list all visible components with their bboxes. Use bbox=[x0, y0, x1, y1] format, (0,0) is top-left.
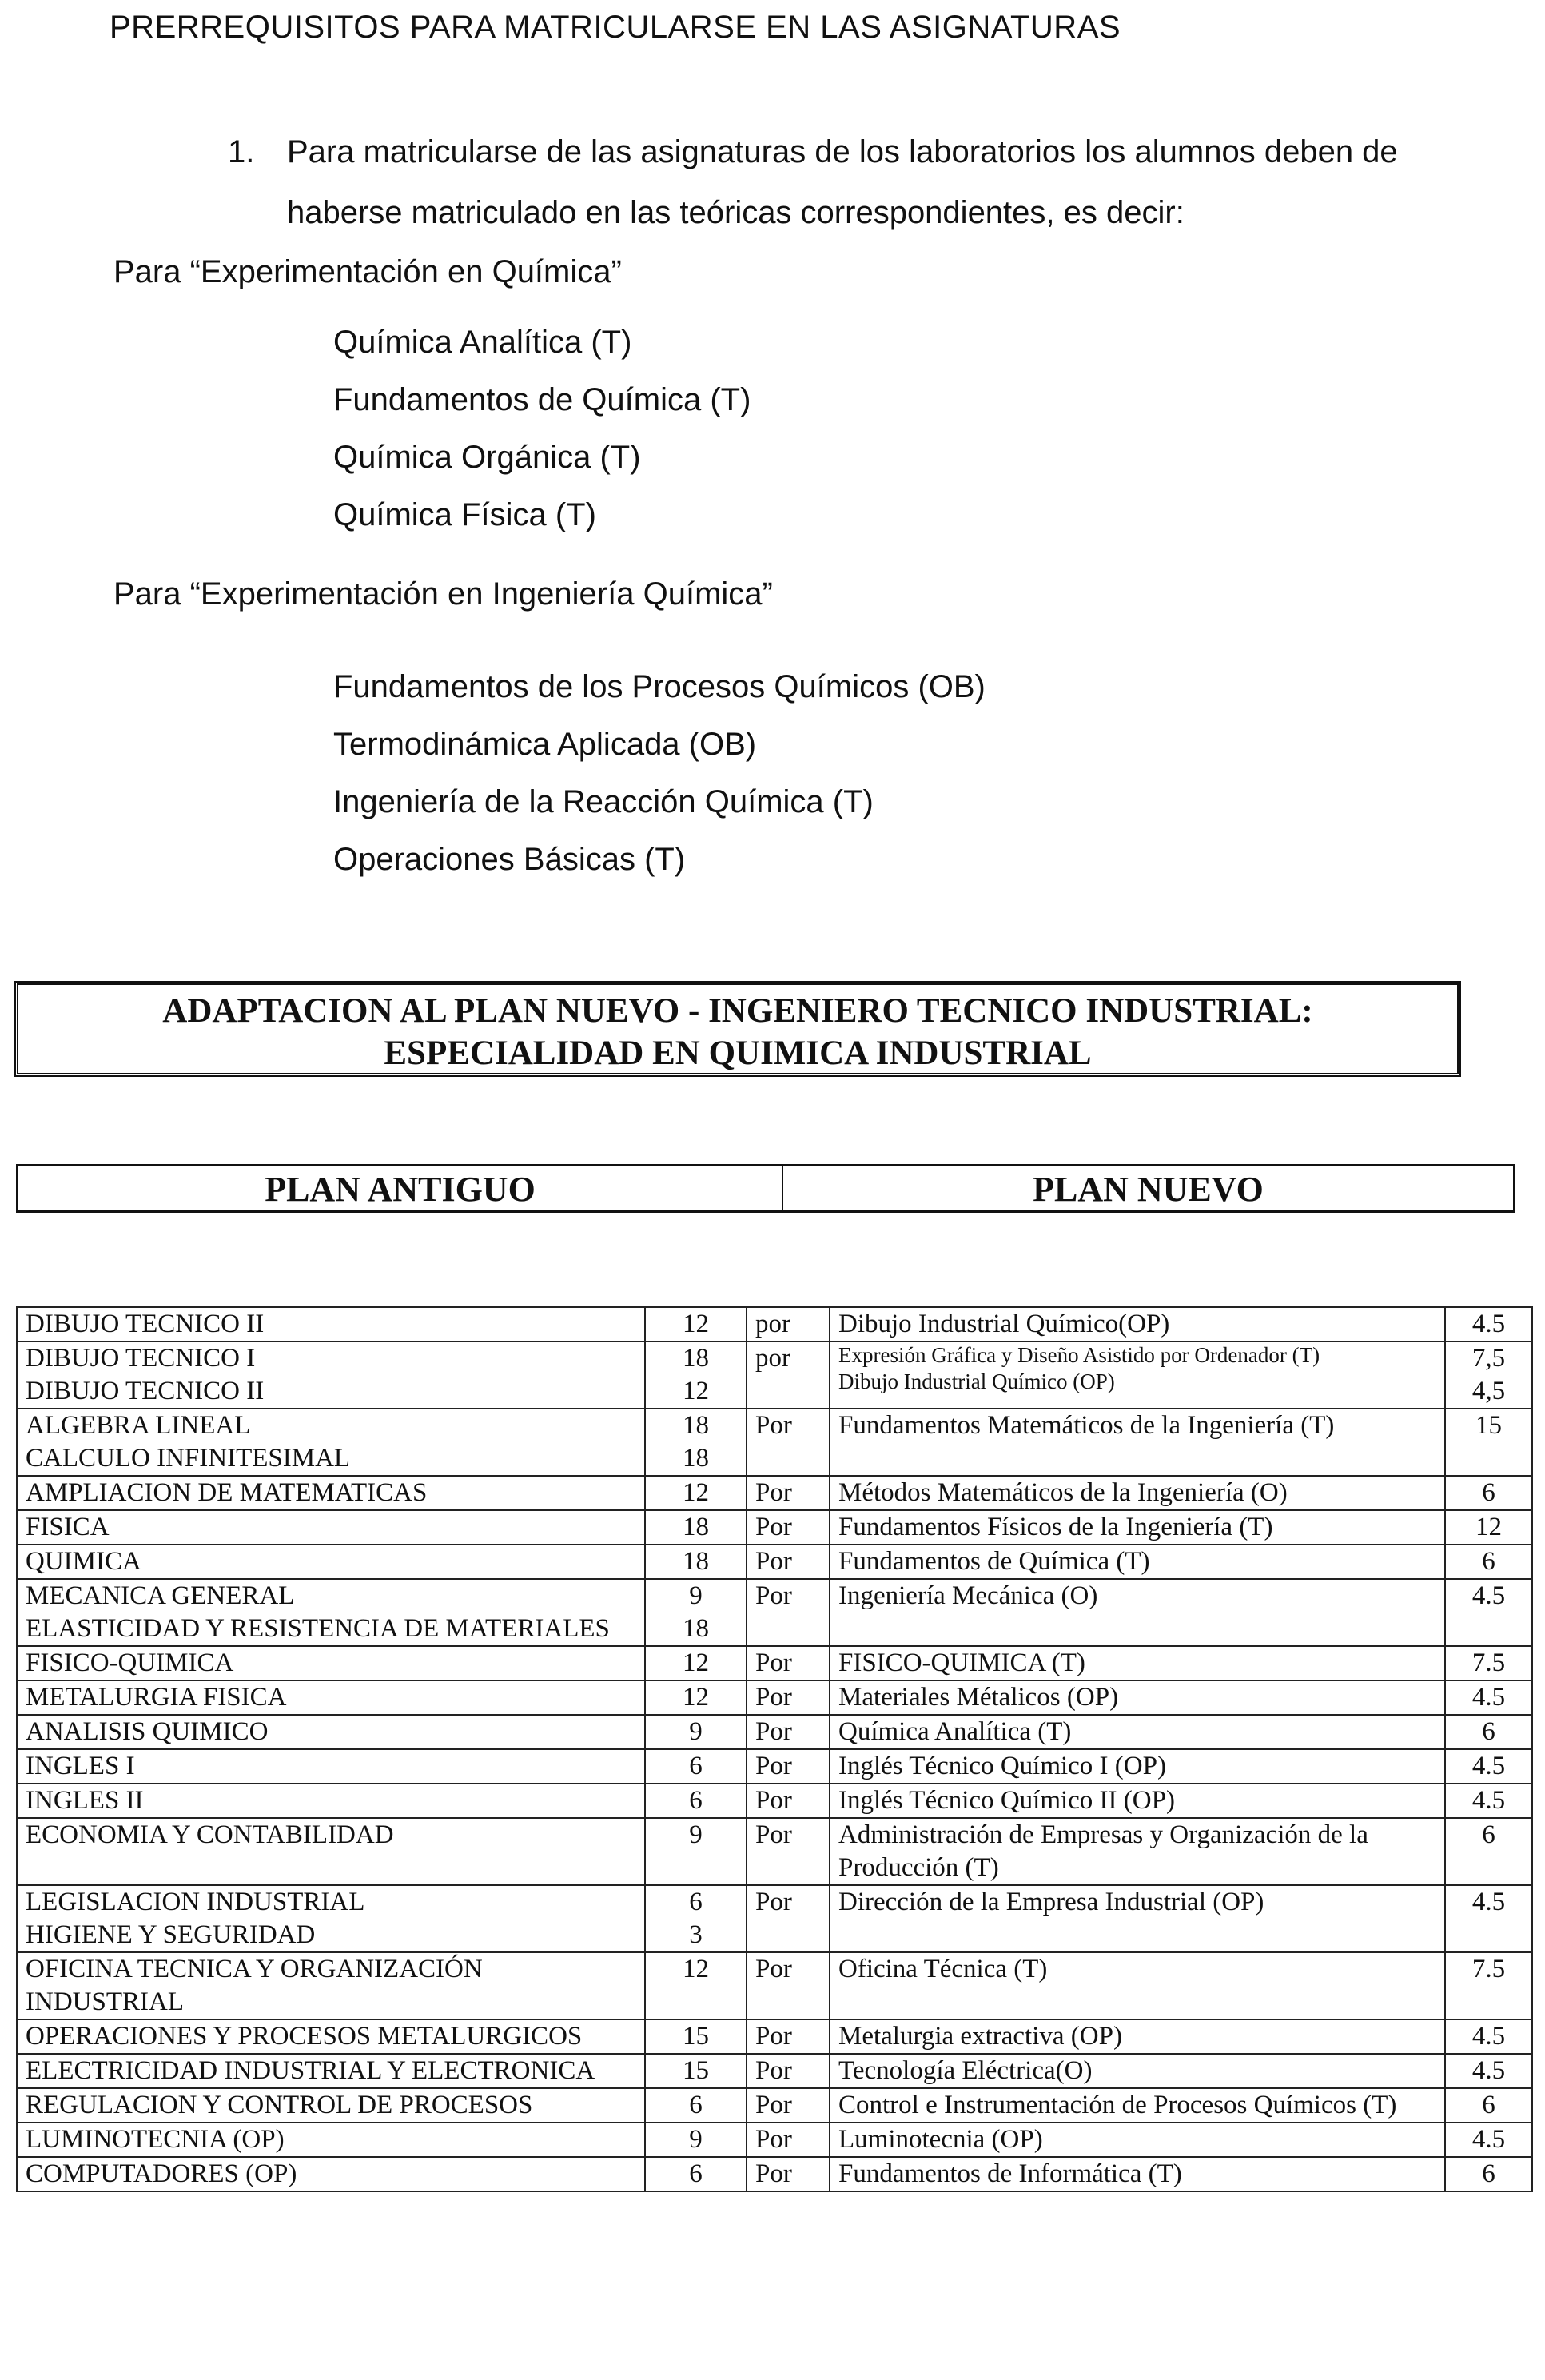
old-credits-cell bbox=[645, 1341, 747, 1409]
course-item: Química Orgánica (T) bbox=[333, 440, 641, 475]
old-subject-cell-line: ANALISIS QUIMICO bbox=[26, 1717, 269, 1746]
old-subject-cell-line: ELASTICIDAD Y RESISTENCIA DE MATERIALES bbox=[26, 1614, 610, 1643]
old-credits-cell-line: 12 bbox=[683, 1377, 709, 1405]
old-credits-cell bbox=[645, 1885, 747, 1952]
old-credits-cell bbox=[645, 1510, 747, 1545]
new-subject-cell-line: Expresión Gráfica y Diseño Asistido por Ordenador (T) bbox=[838, 1343, 1320, 1367]
new-credits-cell-line: 6 bbox=[1482, 2091, 1495, 2119]
plan-new-header: PLAN NUEVO bbox=[1033, 1170, 1264, 1209]
por-cell bbox=[747, 2088, 830, 2123]
por-cell-line: Por bbox=[755, 1820, 792, 1849]
old-credits-cell-line: 3 bbox=[689, 1920, 703, 1949]
adaptation-title-box bbox=[14, 981, 1461, 1077]
new-subject-cell-line: Tecnología Eléctrica(O) bbox=[838, 2056, 1093, 2085]
course-item: Termodinámica Aplicada (OB) bbox=[333, 727, 757, 762]
por-cell bbox=[747, 1646, 830, 1680]
old-subject-cell bbox=[17, 1646, 645, 1680]
old-credits-cell-line: 12 bbox=[683, 1683, 709, 1712]
new-subject-cell-line: Dibujo Industrial Químico (OP) bbox=[838, 1369, 1115, 1393]
por-cell bbox=[747, 1784, 830, 1818]
por-cell-line: por bbox=[755, 1344, 790, 1373]
old-subject-cell bbox=[17, 1680, 645, 1715]
prerequisite-rule bbox=[229, 122, 1476, 243]
new-subject-cell-line: Fundamentos de Informática (T) bbox=[838, 2159, 1182, 2188]
new-credits-cell-line: 4.5 bbox=[1471, 1786, 1506, 1815]
old-subject-cell bbox=[17, 2157, 645, 2191]
old-credits-cell-line: 18 bbox=[683, 1547, 709, 1576]
old-subject-cell-line: HIGIENE Y SEGURIDAD bbox=[26, 1920, 316, 1949]
table-row bbox=[17, 1476, 1532, 1510]
new-credits-cell-line: 4.5 bbox=[1471, 1581, 1506, 1610]
old-credits-cell bbox=[645, 1784, 747, 1818]
table-row bbox=[17, 2054, 1532, 2088]
old-subject-cell-line: INGLES II bbox=[26, 1786, 144, 1815]
por-cell-line: Por bbox=[755, 2022, 792, 2051]
table-row bbox=[17, 2157, 1532, 2191]
new-subject-cell-line: Dirección de la Empresa Industrial (OP) bbox=[838, 1888, 1264, 1916]
old-credits-cell-line: 15 bbox=[683, 2056, 709, 2085]
por-cell bbox=[747, 2157, 830, 2191]
new-subject-cell bbox=[830, 1307, 1445, 1341]
por-cell bbox=[747, 1409, 830, 1476]
por-cell bbox=[747, 2123, 830, 2157]
old-credits-cell-line: 12 bbox=[683, 1955, 709, 1983]
por-cell-line: Por bbox=[755, 1752, 792, 1780]
old-subject-cell bbox=[17, 1307, 645, 1341]
new-subject-cell-line: Inglés Técnico Químico I (OP) bbox=[838, 1752, 1166, 1780]
old-credits-cell-line: 9 bbox=[689, 1820, 703, 1849]
new-subject-cell bbox=[830, 2123, 1445, 2157]
new-credits-cell bbox=[1445, 2157, 1532, 2191]
new-credits-cell bbox=[1445, 1646, 1532, 1680]
new-subject-cell bbox=[830, 2019, 1445, 2054]
por-cell-line: Por bbox=[755, 1478, 792, 1507]
new-subject-cell bbox=[830, 1680, 1445, 1715]
new-credits-cell-line: 4.5 bbox=[1471, 1888, 1506, 1916]
new-subject-cell bbox=[830, 1818, 1445, 1885]
old-subject-cell-line: LEGISLACION INDUSTRIAL bbox=[26, 1888, 365, 1916]
old-subject-cell bbox=[17, 1409, 645, 1476]
new-subject-cell bbox=[830, 1885, 1445, 1952]
group-title-experimentacion-quimica: Para “Experimentación en Química” bbox=[113, 254, 622, 289]
new-credits-cell bbox=[1445, 1476, 1532, 1510]
new-subject-cell-line: Química Analítica (T) bbox=[838, 1717, 1072, 1746]
por-cell-line: Por bbox=[755, 1547, 792, 1576]
old-subject-cell-line: ALGEBRA LINEAL bbox=[26, 1411, 251, 1440]
new-credits-cell bbox=[1445, 1307, 1532, 1341]
old-credits-cell bbox=[645, 1579, 747, 1646]
new-subject-cell-line: Oficina Técnica (T) bbox=[838, 1955, 1048, 1983]
old-credits-cell bbox=[645, 1646, 747, 1680]
new-subject-cell-line: Control e Instrumentación de Procesos Químicos (T) bbox=[838, 2091, 1397, 2119]
old-subject-cell-line: ELECTRICIDAD INDUSTRIAL Y ELECTRONICA bbox=[26, 2056, 595, 2085]
table-row bbox=[17, 2088, 1532, 2123]
por-cell bbox=[747, 2054, 830, 2088]
por-cell bbox=[747, 1307, 830, 1341]
adaptation-title-line2: ESPECIALIDAD EN QUIMICA INDUSTRIAL bbox=[384, 1035, 1092, 1072]
old-credits-cell bbox=[645, 1680, 747, 1715]
table-row bbox=[17, 1952, 1532, 2019]
new-subject-cell-line: Luminotecnia (OP) bbox=[838, 2125, 1043, 2154]
old-subject-cell bbox=[17, 2019, 645, 2054]
new-credits-cell bbox=[1445, 2019, 1532, 2054]
por-cell-line: Por bbox=[755, 1955, 792, 1983]
old-subject-cell bbox=[17, 1818, 645, 1885]
por-cell-line: Por bbox=[755, 1786, 792, 1815]
course-item: Fundamentos de Química (T) bbox=[333, 382, 751, 417]
table-row bbox=[17, 1749, 1532, 1784]
table-row bbox=[17, 1510, 1532, 1545]
old-subject-cell bbox=[17, 1545, 645, 1579]
old-credits-cell-line: 18 bbox=[683, 1444, 709, 1473]
new-credits-cell-line: 6 bbox=[1482, 1547, 1495, 1576]
old-subject-cell bbox=[17, 1341, 645, 1409]
new-credits-cell-line: 6 bbox=[1482, 1820, 1495, 1849]
old-credits-cell bbox=[645, 2019, 747, 2054]
new-credits-cell bbox=[1445, 1749, 1532, 1784]
old-credits-cell bbox=[645, 1307, 747, 1341]
por-cell-line: Por bbox=[755, 1513, 792, 1541]
new-credits-cell-line: 4,5 bbox=[1471, 1377, 1506, 1405]
por-cell-line: Por bbox=[755, 1581, 792, 1610]
por-cell-line: Por bbox=[755, 2125, 792, 2154]
new-subject-cell bbox=[830, 1952, 1445, 2019]
por-cell bbox=[747, 1885, 830, 1952]
new-subject-cell-line: Fundamentos de Química (T) bbox=[838, 1547, 1150, 1576]
old-subject-cell bbox=[17, 1784, 645, 1818]
table-row bbox=[17, 1646, 1532, 1680]
new-subject-cell bbox=[830, 1784, 1445, 1818]
por-cell-line: Por bbox=[755, 1683, 792, 1712]
old-subject-cell bbox=[17, 2123, 645, 2157]
table-row bbox=[17, 1885, 1532, 1952]
old-credits-cell-line: 6 bbox=[689, 2091, 703, 2119]
old-credits-cell bbox=[645, 1409, 747, 1476]
page-heading: PRERREQUISITOS PARA MATRICULARSE EN LAS ASIGNATURAS bbox=[110, 10, 1121, 45]
old-credits-cell bbox=[645, 2157, 747, 2191]
rule-body: Para matricularse de las asignaturas de los laboratorios los alumnos deben de haberse matriculado en las teóricas correspondientes, es decir: bbox=[287, 134, 1398, 230]
old-subject-cell-line: DIBUJO TECNICO II bbox=[26, 1377, 265, 1405]
old-subject-cell bbox=[17, 1476, 645, 1510]
por-cell-line: Por bbox=[755, 1411, 792, 1440]
course-item: Química Física (T) bbox=[333, 497, 596, 532]
old-credits-cell-line: 6 bbox=[689, 1888, 703, 1916]
old-credits-cell-line: 9 bbox=[689, 1581, 703, 1610]
old-subject-cell bbox=[17, 2054, 645, 2088]
old-subject-cell bbox=[17, 1885, 645, 1952]
new-credits-cell-line: 4.5 bbox=[1471, 2022, 1506, 2051]
old-credits-cell-line: 9 bbox=[689, 2125, 703, 2154]
old-subject-cell-line: OPERACIONES Y PROCESOS METALURGICOS bbox=[26, 2022, 583, 2051]
new-subject-cell-line: Ingeniería Mecánica (O) bbox=[838, 1581, 1098, 1610]
rule-number: 1. bbox=[228, 134, 255, 169]
old-subject-cell bbox=[17, 2088, 645, 2123]
old-credits-cell bbox=[645, 2088, 747, 2123]
new-credits-cell bbox=[1445, 1952, 1532, 2019]
table-row bbox=[17, 1341, 1532, 1409]
new-credits-cell bbox=[1445, 1341, 1532, 1409]
old-subject-cell-line: FISICA bbox=[26, 1513, 110, 1541]
old-subject-cell-line: REGULACION Y CONTROL DE PROCESOS bbox=[26, 2091, 533, 2119]
old-credits-cell-line: 12 bbox=[683, 1310, 709, 1338]
new-credits-cell-line: 4.5 bbox=[1471, 1683, 1506, 1712]
old-subject-cell-line: INGLES I bbox=[26, 1752, 135, 1780]
old-subject-cell-line: FISICO-QUIMICA bbox=[26, 1648, 234, 1677]
old-subject-cell-line: DIBUJO TECNICO II bbox=[26, 1310, 265, 1338]
old-credits-cell-line: 9 bbox=[689, 1717, 703, 1746]
new-credits-cell-line: 4.5 bbox=[1471, 2056, 1506, 2085]
old-subject-cell-line: DIBUJO TECNICO I bbox=[26, 1344, 256, 1373]
old-credits-cell-line: 6 bbox=[689, 1752, 703, 1780]
new-subject-cell bbox=[830, 2157, 1445, 2191]
new-subject-cell-line: Inglés Técnico Químico II (OP) bbox=[838, 1786, 1175, 1815]
new-subject-cell-line: Métodos Matemáticos de la Ingeniería (O) bbox=[838, 1478, 1288, 1507]
new-credits-cell-line: 7,5 bbox=[1471, 1344, 1506, 1373]
new-credits-cell-line: 7.5 bbox=[1471, 1648, 1506, 1677]
old-credits-cell-line: 15 bbox=[683, 2022, 709, 2051]
old-subject-cell-line: CALCULO INFINITESIMAL bbox=[26, 1444, 351, 1473]
table-row bbox=[17, 1784, 1532, 1818]
new-credits-cell bbox=[1445, 1784, 1532, 1818]
new-credits-cell bbox=[1445, 1545, 1532, 1579]
por-cell bbox=[747, 2019, 830, 2054]
por-cell bbox=[747, 1545, 830, 1579]
table-row bbox=[17, 2123, 1532, 2157]
por-cell-line: por bbox=[755, 1310, 790, 1338]
plan-header bbox=[16, 1164, 1515, 1213]
por-cell bbox=[747, 1510, 830, 1545]
old-credits-cell-line: 6 bbox=[689, 2159, 703, 2188]
new-subject-cell bbox=[830, 1579, 1445, 1646]
old-subject-cell-line: AMPLIACION DE MATEMATICAS bbox=[26, 1478, 428, 1507]
new-credits-cell bbox=[1445, 2123, 1532, 2157]
por-cell bbox=[747, 1749, 830, 1784]
old-credits-cell-line: 18 bbox=[683, 1344, 709, 1373]
new-subject-cell bbox=[830, 1715, 1445, 1749]
new-credits-cell bbox=[1445, 1510, 1532, 1545]
new-credits-cell bbox=[1445, 1818, 1532, 1885]
group-title-experimentacion-ingenieria: Para “Experimentación en Ingeniería Química” bbox=[113, 576, 773, 612]
table-row bbox=[17, 1680, 1532, 1715]
new-credits-cell-line: 4.5 bbox=[1471, 1310, 1506, 1338]
old-subject-cell bbox=[17, 1510, 645, 1545]
old-subject-cell-line: MECANICA GENERAL bbox=[26, 1581, 295, 1610]
new-subject-cell bbox=[830, 1341, 1445, 1409]
new-credits-cell-line: 12 bbox=[1475, 1513, 1502, 1541]
new-subject-cell-line: Materiales Métalicos (OP) bbox=[838, 1683, 1119, 1712]
new-credits-cell bbox=[1445, 1409, 1532, 1476]
old-subject-cell bbox=[17, 1715, 645, 1749]
new-subject-cell bbox=[830, 1510, 1445, 1545]
new-credits-cell-line: 4.5 bbox=[1471, 2125, 1506, 2154]
old-credits-cell bbox=[645, 2123, 747, 2157]
new-credits-cell bbox=[1445, 1885, 1532, 1952]
new-subject-cell bbox=[830, 2054, 1445, 2088]
old-credits-cell-line: 12 bbox=[683, 1648, 709, 1677]
course-item: Ingeniería de la Reacción Química (T) bbox=[333, 784, 874, 819]
course-item: Fundamentos de los Procesos Químicos (OB) bbox=[333, 669, 986, 704]
table-row bbox=[17, 1715, 1532, 1749]
por-cell-line: Por bbox=[755, 2056, 792, 2085]
table-row bbox=[17, 1545, 1532, 1579]
new-credits-cell bbox=[1445, 1579, 1532, 1646]
new-credits-cell bbox=[1445, 1715, 1532, 1749]
por-cell-line: Por bbox=[755, 1717, 792, 1746]
old-credits-cell-line: 6 bbox=[689, 1786, 703, 1815]
new-credits-cell bbox=[1445, 2088, 1532, 2123]
course-list-experimentacion-quimica bbox=[333, 313, 751, 544]
por-cell bbox=[747, 1476, 830, 1510]
new-subject-cell-line: Administración de Empresas y Organización de la Producción (T) bbox=[838, 1820, 1368, 1882]
old-credits-cell bbox=[645, 2054, 747, 2088]
new-credits-cell-line: 6 bbox=[1482, 1717, 1495, 1746]
old-subject-cell-line: OFICINA TECNICA Y ORGANIZACIÓN INDUSTRIAL bbox=[26, 1955, 483, 2016]
new-credits-cell bbox=[1445, 2054, 1532, 2088]
new-subject-cell-line: Fundamentos Físicos de la Ingeniería (T) bbox=[838, 1513, 1273, 1541]
old-subject-cell-line: METALURGIA FISICA bbox=[26, 1683, 287, 1712]
table-row bbox=[17, 1579, 1532, 1646]
table-row bbox=[17, 1818, 1532, 1885]
new-subject-cell-line: Metalurgia extractiva (OP) bbox=[838, 2022, 1122, 2051]
old-credits-cell bbox=[645, 1952, 747, 2019]
new-subject-cell bbox=[830, 1545, 1445, 1579]
old-credits-cell bbox=[645, 1715, 747, 1749]
table-row bbox=[17, 1409, 1532, 1476]
new-credits-cell-line: 15 bbox=[1475, 1411, 1502, 1440]
new-credits-cell-line: 7.5 bbox=[1471, 1955, 1506, 1983]
por-cell bbox=[747, 1818, 830, 1885]
course-item: Operaciones Básicas (T) bbox=[333, 842, 686, 877]
por-cell bbox=[747, 1680, 830, 1715]
old-credits-cell-line: 18 bbox=[683, 1411, 709, 1440]
new-subject-cell-line: Dibujo Industrial Químico(OP) bbox=[838, 1310, 1170, 1338]
new-credits-cell-line: 4.5 bbox=[1471, 1752, 1506, 1780]
old-subject-cell bbox=[17, 1952, 645, 2019]
old-credits-cell bbox=[645, 1749, 747, 1784]
old-credits-cell-line: 18 bbox=[683, 1513, 709, 1541]
por-cell-line: Por bbox=[755, 2091, 792, 2119]
adaptation-title-line1: ADAPTACION AL PLAN NUEVO - INGENIERO TECNICO INDUSTRIAL: bbox=[162, 992, 1313, 1030]
new-subject-cell-line: FISICO-QUIMICA (T) bbox=[838, 1648, 1085, 1677]
por-cell-line: Por bbox=[755, 1648, 792, 1677]
old-subject-cell-line: LUMINOTECNIA (OP) bbox=[26, 2125, 285, 2154]
old-subject-cell bbox=[17, 1749, 645, 1784]
course-item: Química Analítica (T) bbox=[333, 325, 632, 360]
por-cell bbox=[747, 1952, 830, 2019]
table-row bbox=[17, 1307, 1532, 1341]
por-cell bbox=[747, 1579, 830, 1646]
new-subject-cell bbox=[830, 1749, 1445, 1784]
old-subject-cell bbox=[17, 1579, 645, 1646]
new-credits-cell bbox=[1445, 1680, 1532, 1715]
new-subject-cell bbox=[830, 1409, 1445, 1476]
table-row bbox=[17, 2019, 1532, 2054]
por-cell bbox=[747, 1341, 830, 1409]
old-subject-cell-line: QUIMICA bbox=[26, 1547, 141, 1576]
por-cell-line: Por bbox=[755, 2159, 792, 2188]
old-credits-cell bbox=[645, 1818, 747, 1885]
new-subject-cell bbox=[830, 1476, 1445, 1510]
new-subject-cell bbox=[830, 1646, 1445, 1680]
new-credits-cell-line: 6 bbox=[1482, 1478, 1495, 1507]
new-subject-cell bbox=[830, 2088, 1445, 2123]
old-credits-cell-line: 12 bbox=[683, 1478, 709, 1507]
old-subject-cell-line: COMPUTADORES (OP) bbox=[26, 2159, 297, 2188]
plan-old-header: PLAN ANTIGUO bbox=[18, 1166, 783, 1210]
new-credits-cell-line: 6 bbox=[1482, 2159, 1495, 2188]
course-list-experimentacion-ingenieria bbox=[333, 658, 986, 888]
old-credits-cell bbox=[645, 1545, 747, 1579]
old-subject-cell-line: ECONOMIA Y CONTABILIDAD bbox=[26, 1820, 394, 1849]
por-cell bbox=[747, 1715, 830, 1749]
por-cell-line: Por bbox=[755, 1888, 792, 1916]
equivalence-table bbox=[16, 1306, 1533, 2192]
new-subject-cell-line: Fundamentos Matemáticos de la Ingeniería (T) bbox=[838, 1411, 1335, 1440]
old-credits-cell-line: 18 bbox=[683, 1614, 709, 1643]
old-credits-cell bbox=[645, 1476, 747, 1510]
